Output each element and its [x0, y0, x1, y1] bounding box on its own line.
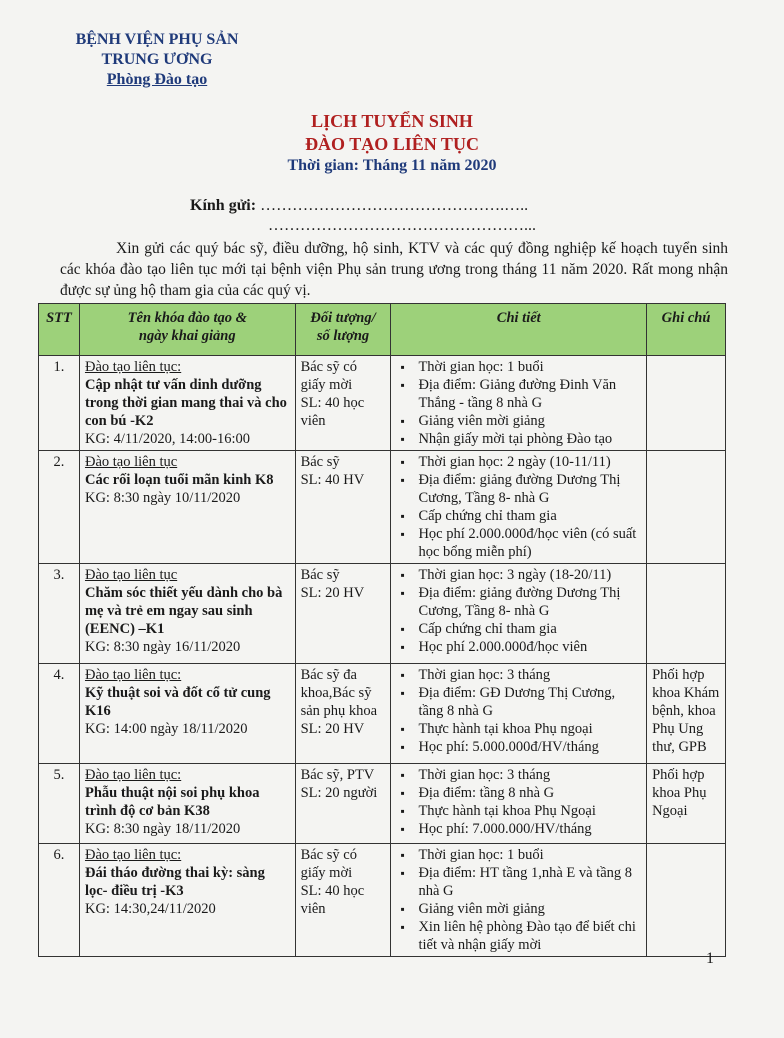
header-target-line1: Đối tượng/ — [310, 310, 376, 326]
row-note — [647, 564, 726, 664]
course-type: Đào tạo liên tục — [84, 454, 178, 470]
detail-item: ▪ Nhận giấy mời tại phòng Đào tạo — [396, 430, 641, 448]
detail-item: ▪ Học phí: 7.000.000/HV/tháng — [396, 820, 641, 838]
schedule-table — [38, 303, 726, 957]
time-period: Thời gian: Tháng 11 năm 2020 — [287, 157, 497, 174]
detail-item: ▪ Địa điểm: tầng 8 nhà G — [396, 784, 641, 802]
course-name: Đái tháo đường thai kỳ: sàng lọc- điều trị -K3 — [84, 865, 265, 899]
target-audience: Bác sỹ có giấy mời — [300, 847, 357, 881]
course-start: KG: 14:30,24/11/2020 — [84, 901, 216, 917]
table-row — [39, 764, 726, 844]
detail-item: ▪ Địa điểm: giảng đường Dương Thị Cương, Tầng 8- nhà G — [396, 584, 641, 620]
table-row — [39, 564, 726, 664]
row-target — [295, 564, 391, 664]
detail-item: ▪ Học phí 2.000.000đ/học viên — [396, 638, 641, 656]
row-detail — [391, 564, 647, 664]
row-course — [79, 664, 295, 764]
detail-item: ▪ Học phí 2.000.000đ/học viên (có suất học bổng miễn phí) — [396, 525, 641, 561]
course-name: Phẫu thuật nội soi phụ khoa trình độ cơ bản K38 — [84, 785, 260, 819]
header-course-line1: Tên khóa đào tạo & — [127, 310, 247, 326]
row-stt: 5. — [39, 764, 80, 844]
detail-item: ▪ Cấp chứng chỉ tham gia — [396, 507, 641, 525]
row-target — [295, 764, 391, 844]
detail-item: ▪ Thực hành tại khoa Phụ Ngoại — [396, 802, 641, 820]
target-quantity: SL: 20 người — [300, 785, 378, 801]
course-name: Kỹ thuật soi và đốt cổ tử cung K16 — [84, 685, 271, 719]
detail-item: ▪ Cấp chứng chỉ tham gia — [396, 620, 641, 638]
course-start: KG: 4/11/2020, 14:00-16:00 — [84, 431, 250, 447]
row-stt: 6. — [39, 844, 80, 957]
detail-item: ▪ Giảng viên mời giảng — [396, 412, 641, 430]
row-note — [647, 844, 726, 957]
table-row — [39, 451, 726, 564]
detail-list — [396, 666, 641, 756]
target-quantity: SL: 40 học viên — [300, 395, 365, 429]
row-detail — [391, 764, 647, 844]
intro-paragraph: Xin gửi các quý bác sỹ, điều dưỡng, hộ sinh, KTV và các quý đồng nghiệp kế hoạch tuyển sinh các khóa đào tạo liên tục mới tại bệnh viện Phụ sản trung ương trong tháng 11 năm 2020. Rất mong nhận được sự ủng hộ tham gia của các quý vị. — [60, 240, 728, 299]
row-target — [295, 356, 391, 451]
course-name: Các rối loạn tuổi mãn kinh K8 — [84, 472, 274, 488]
detail-list — [396, 566, 641, 656]
row-course — [79, 844, 295, 957]
header-target — [295, 304, 391, 356]
row-stt: 2. — [39, 451, 80, 564]
row-note — [647, 451, 726, 564]
table-row — [39, 664, 726, 764]
greeting-line — [190, 197, 528, 215]
target-audience: Bác sỹ đa khoa,Bác sỹ sản phụ khoa — [300, 667, 378, 719]
detail-item: ▪ Thời gian học: 3 tháng — [396, 666, 641, 684]
course-type: Đào tạo liên tục: — [84, 359, 182, 375]
greeting-dots-1: ……………………………………….….. — [256, 197, 529, 214]
detail-item: ▪ Thời gian học: 3 ngày (18-20/11) — [396, 566, 641, 584]
row-note: Phối hợp khoa Phụ Ngoại — [647, 764, 726, 844]
row-detail — [391, 664, 647, 764]
row-target — [295, 664, 391, 764]
detail-item: ▪ Học phí: 5.000.000đ/HV/tháng — [396, 738, 641, 756]
department-name: Phòng Đào tạo — [106, 71, 208, 88]
detail-item: ▪ Thời gian học: 1 buổi — [396, 846, 641, 864]
row-detail — [391, 451, 647, 564]
course-start: KG: 14:00 ngày 18/11/2020 — [84, 721, 248, 737]
header-course — [79, 304, 295, 356]
title-line2: ĐÀO TẠO LIÊN TỤC — [305, 134, 479, 154]
detail-item: ▪ Thời gian học: 2 ngày (10-11/11) — [396, 453, 641, 471]
row-course — [79, 764, 295, 844]
header-detail: Chi tiết — [391, 304, 647, 356]
hospital-header — [52, 30, 262, 90]
row-target — [295, 451, 391, 564]
detail-item: ▪ Địa điểm: GĐ Dương Thị Cương, tầng 8 nhà G — [396, 684, 641, 720]
row-course — [79, 451, 295, 564]
course-start: KG: 8:30 ngày 16/11/2020 — [84, 639, 241, 655]
course-type: Đào tạo liên tục: — [84, 667, 182, 683]
detail-list — [396, 846, 641, 954]
target-quantity: SL: 20 HV — [300, 585, 365, 601]
target-audience: Bác sỹ — [300, 567, 340, 583]
detail-item: ▪ Thực hành tại khoa Phụ ngoại — [396, 720, 641, 738]
row-course — [79, 564, 295, 664]
target-audience: Bác sỹ, PTV — [300, 767, 375, 783]
row-detail — [391, 844, 647, 957]
row-course — [79, 356, 295, 451]
table-row — [39, 844, 726, 957]
detail-item: ▪ Địa điểm: giảng đường Dương Thị Cương, Tầng 8- nhà G — [396, 471, 641, 507]
detail-list — [396, 453, 641, 561]
page-number: 1 — [706, 950, 714, 967]
greeting-dots-2: …………………………………………... — [268, 217, 536, 234]
row-stt: 1. — [39, 356, 80, 451]
row-target — [295, 844, 391, 957]
greeting-label: Kính gửi: — [190, 197, 257, 214]
target-quantity: SL: 40 HV — [300, 472, 365, 488]
course-name: Chăm sóc thiết yếu dành cho bà mẹ và trẻ em ngay sau sinh (EENC) –K1 — [84, 585, 283, 637]
table-header-row — [39, 304, 726, 356]
course-start: KG: 8:30 ngày 18/11/2020 — [84, 821, 241, 837]
row-detail — [391, 356, 647, 451]
detail-item: ▪ Xin liên hệ phòng Đào tạo để biết chi tiết và nhận giấy mời — [396, 918, 641, 954]
row-stt: 3. — [39, 564, 80, 664]
target-audience: Bác sỹ — [300, 454, 340, 470]
header-course-line2: ngày khai giảng — [138, 328, 236, 344]
course-type: Đào tạo liên tục: — [84, 847, 182, 863]
detail-item: ▪ Thời gian học: 3 tháng — [396, 766, 641, 784]
detail-item: ▪ Địa điểm: HT tầng 1,nhà E và tầng 8 nhà G — [396, 864, 641, 900]
detail-list — [396, 358, 641, 448]
detail-list — [396, 766, 641, 838]
row-note — [647, 356, 726, 451]
detail-item: ▪ Giảng viên mời giảng — [396, 900, 641, 918]
target-quantity: SL: 40 học viên — [300, 883, 365, 917]
title-line1: LỊCH TUYỂN SINH — [311, 111, 473, 131]
table-row — [39, 356, 726, 451]
header-target-line2: số lượng — [316, 328, 370, 344]
hospital-name-line2: TRUNG ƯƠNG — [101, 51, 213, 68]
detail-item: ▪ Địa điểm: Giảng đường Đinh Văn Thắng - tầng 8 nhà G — [396, 376, 641, 412]
row-stt: 4. — [39, 664, 80, 764]
target-quantity: SL: 20 HV — [300, 721, 365, 737]
course-name: Cập nhật tư vấn dinh dưỡng trong thời gian mang thai và cho con bú -K2 — [84, 377, 287, 429]
header-stt: STT — [39, 304, 80, 356]
detail-item: ▪ Thời gian học: 1 buổi — [396, 358, 641, 376]
course-type: Đào tạo liên tục: — [84, 767, 182, 783]
document-title — [0, 110, 784, 156]
course-type: Đào tạo liên tục — [84, 567, 178, 583]
header-note: Ghi chú — [647, 304, 726, 356]
hospital-name-line1: BỆNH VIỆN PHỤ SẢN — [75, 31, 239, 48]
target-audience: Bác sỹ có giấy mời — [300, 359, 357, 393]
row-note: Phối hợp khoa Khám bệnh, khoa Phụ Ung thư, GPB — [647, 664, 726, 764]
course-start: KG: 8:30 ngày 10/11/2020 — [84, 490, 241, 506]
